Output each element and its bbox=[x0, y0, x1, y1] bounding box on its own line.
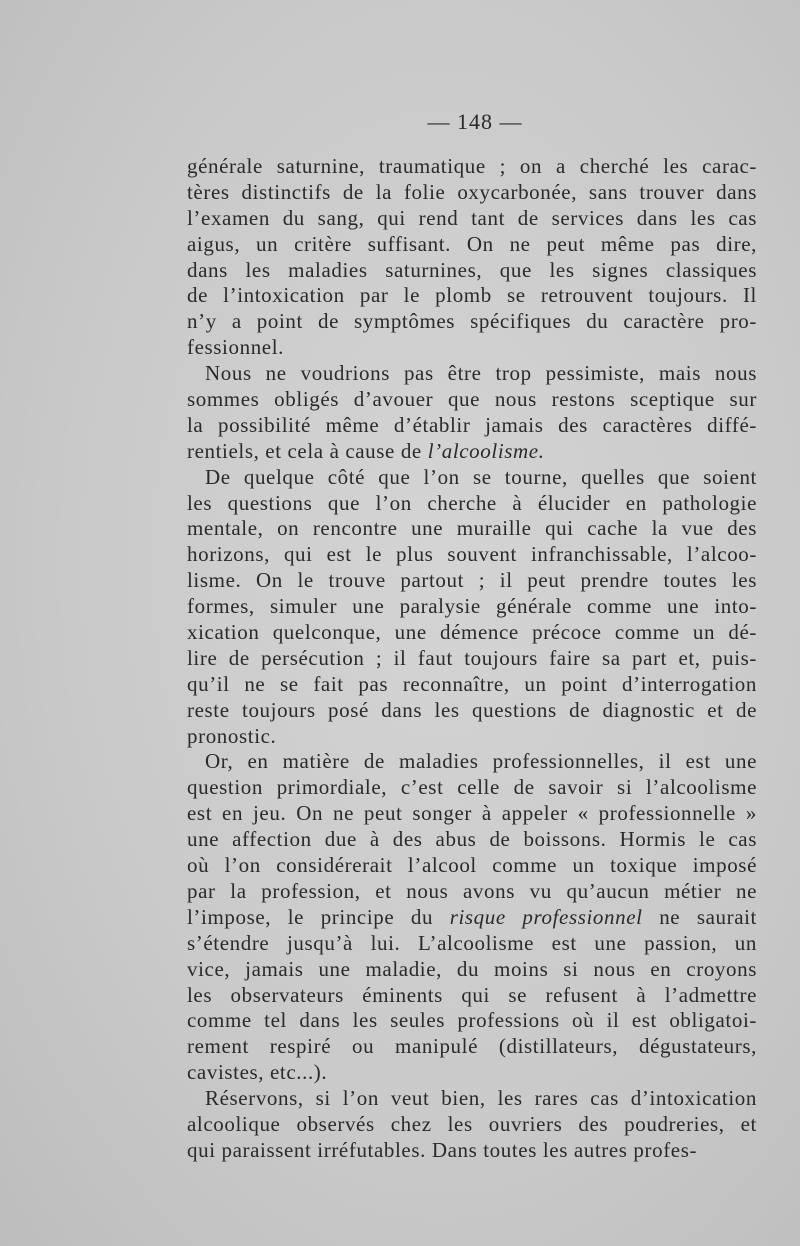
text-line: tères distinctifs de la folie oxycarbonée, sans trouver dans bbox=[187, 179, 757, 204]
text-line: lisme. On le trouve partout ; il peut prendre toutes les bbox=[187, 568, 757, 593]
text-line: s’étendre jusqu’à lui. L’alcoolisme est une passion, un bbox=[187, 930, 757, 955]
text-line: les observateurs éminents qui se refusent à l’admettre bbox=[187, 982, 757, 1007]
text-line: Nous ne voudrions pas être trop pessimiste, mais nous bbox=[205, 361, 757, 386]
paragraph bbox=[187, 465, 757, 750]
text-line: l’examen du sang, qui rend tant de services dans les cas bbox=[187, 205, 757, 230]
text-line: dans les maladies saturnines, que les signes classiques bbox=[187, 257, 757, 282]
text-line: rement respiré ou manipulé (distillateurs, dégustateurs, bbox=[187, 1034, 757, 1059]
text-line: Réservons, si l’on veut bien, les rares cas d’intoxication bbox=[205, 1086, 757, 1111]
text-line: qui paraissent irréfutables. Dans toutes les autres profes- bbox=[187, 1137, 698, 1162]
text-line: vice, jamais une maladie, du moins si nous en croyons bbox=[187, 956, 757, 981]
text-line: par la profession, et nous avons vu qu’aucun métier ne bbox=[187, 878, 757, 903]
text-line: alcoolique observés chez les ouvriers des poudreries, et bbox=[187, 1111, 757, 1136]
text-line: fessionnel. bbox=[187, 335, 284, 360]
text-line: rentiels, et cela à cause de l’alcoolisme. bbox=[187, 438, 545, 463]
text-line: qu’il ne se fait pas reconnaître, un point d’interrogation bbox=[187, 671, 757, 696]
paragraph bbox=[187, 749, 757, 1086]
text-line: xication quelconque, une démence précoce comme un dé- bbox=[187, 620, 757, 645]
italic-phrase: risque professionnel bbox=[449, 904, 643, 929]
text-line: n’y a point de symptômes spécifiques du caractère pro- bbox=[187, 309, 757, 334]
text-line: cavistes, etc...). bbox=[187, 1060, 328, 1085]
text-line: sommes obligés d’avouer que nous restons sceptique sur bbox=[187, 387, 757, 412]
text-line: reste toujours posé dans les questions de diagnostic et de bbox=[187, 697, 757, 722]
text-line: de l’intoxication par le plomb se retrouvent toujours. Il bbox=[187, 283, 757, 308]
italic-phrase: l’alcoolisme. bbox=[427, 438, 545, 463]
text-line: l’impose, le principe du risque professionnel ne saurait bbox=[187, 904, 757, 929]
text-line: comme tel dans les seules professions où il est obligatoi- bbox=[187, 1008, 757, 1033]
text-line: où l’on considérerait l’alcool comme un toxique imposé bbox=[187, 853, 757, 878]
paragraph bbox=[187, 154, 757, 361]
text-line: lire de persécution ; il faut toujours faire sa part et, puis- bbox=[187, 645, 757, 670]
text-line: mentale, on rencontre une muraille qui cache la vue des bbox=[187, 516, 757, 541]
text-line: générale saturnine, traumatique ; on a cherché les carac- bbox=[187, 154, 757, 178]
text-line: est en jeu. On ne peut songer à appeler « professionnelle » bbox=[187, 801, 757, 826]
text-line: Or, en matière de maladies professionnelles, il est une bbox=[205, 749, 757, 774]
paragraph bbox=[187, 1086, 757, 1164]
text-line: une affection due à des abus de boissons. Hormis le cas bbox=[187, 827, 757, 852]
text-line: De quelque côté que l’on se tourne, quelles que soient bbox=[205, 464, 757, 489]
text-line: pronostic. bbox=[187, 723, 277, 748]
page-number: — 148 — bbox=[427, 109, 523, 134]
text-line: horizons, qui est le plus souvent infranchissable, l’alcoo- bbox=[187, 542, 757, 567]
text-line: aigus, un critère suffisant. On ne peut même pas dire, bbox=[187, 231, 757, 256]
text-line: les questions que l’on cherche à élucider en pathologie bbox=[187, 490, 757, 515]
body-text bbox=[187, 154, 757, 1164]
paragraph bbox=[187, 361, 757, 465]
text-line: formes, simuler une paralysie générale comme une into- bbox=[187, 594, 757, 619]
text-line: la possibilité même d’établir jamais des caractères diffé- bbox=[187, 412, 757, 437]
text-line: question primordiale, c’est celle de savoir si l’alcoolisme bbox=[187, 775, 757, 800]
